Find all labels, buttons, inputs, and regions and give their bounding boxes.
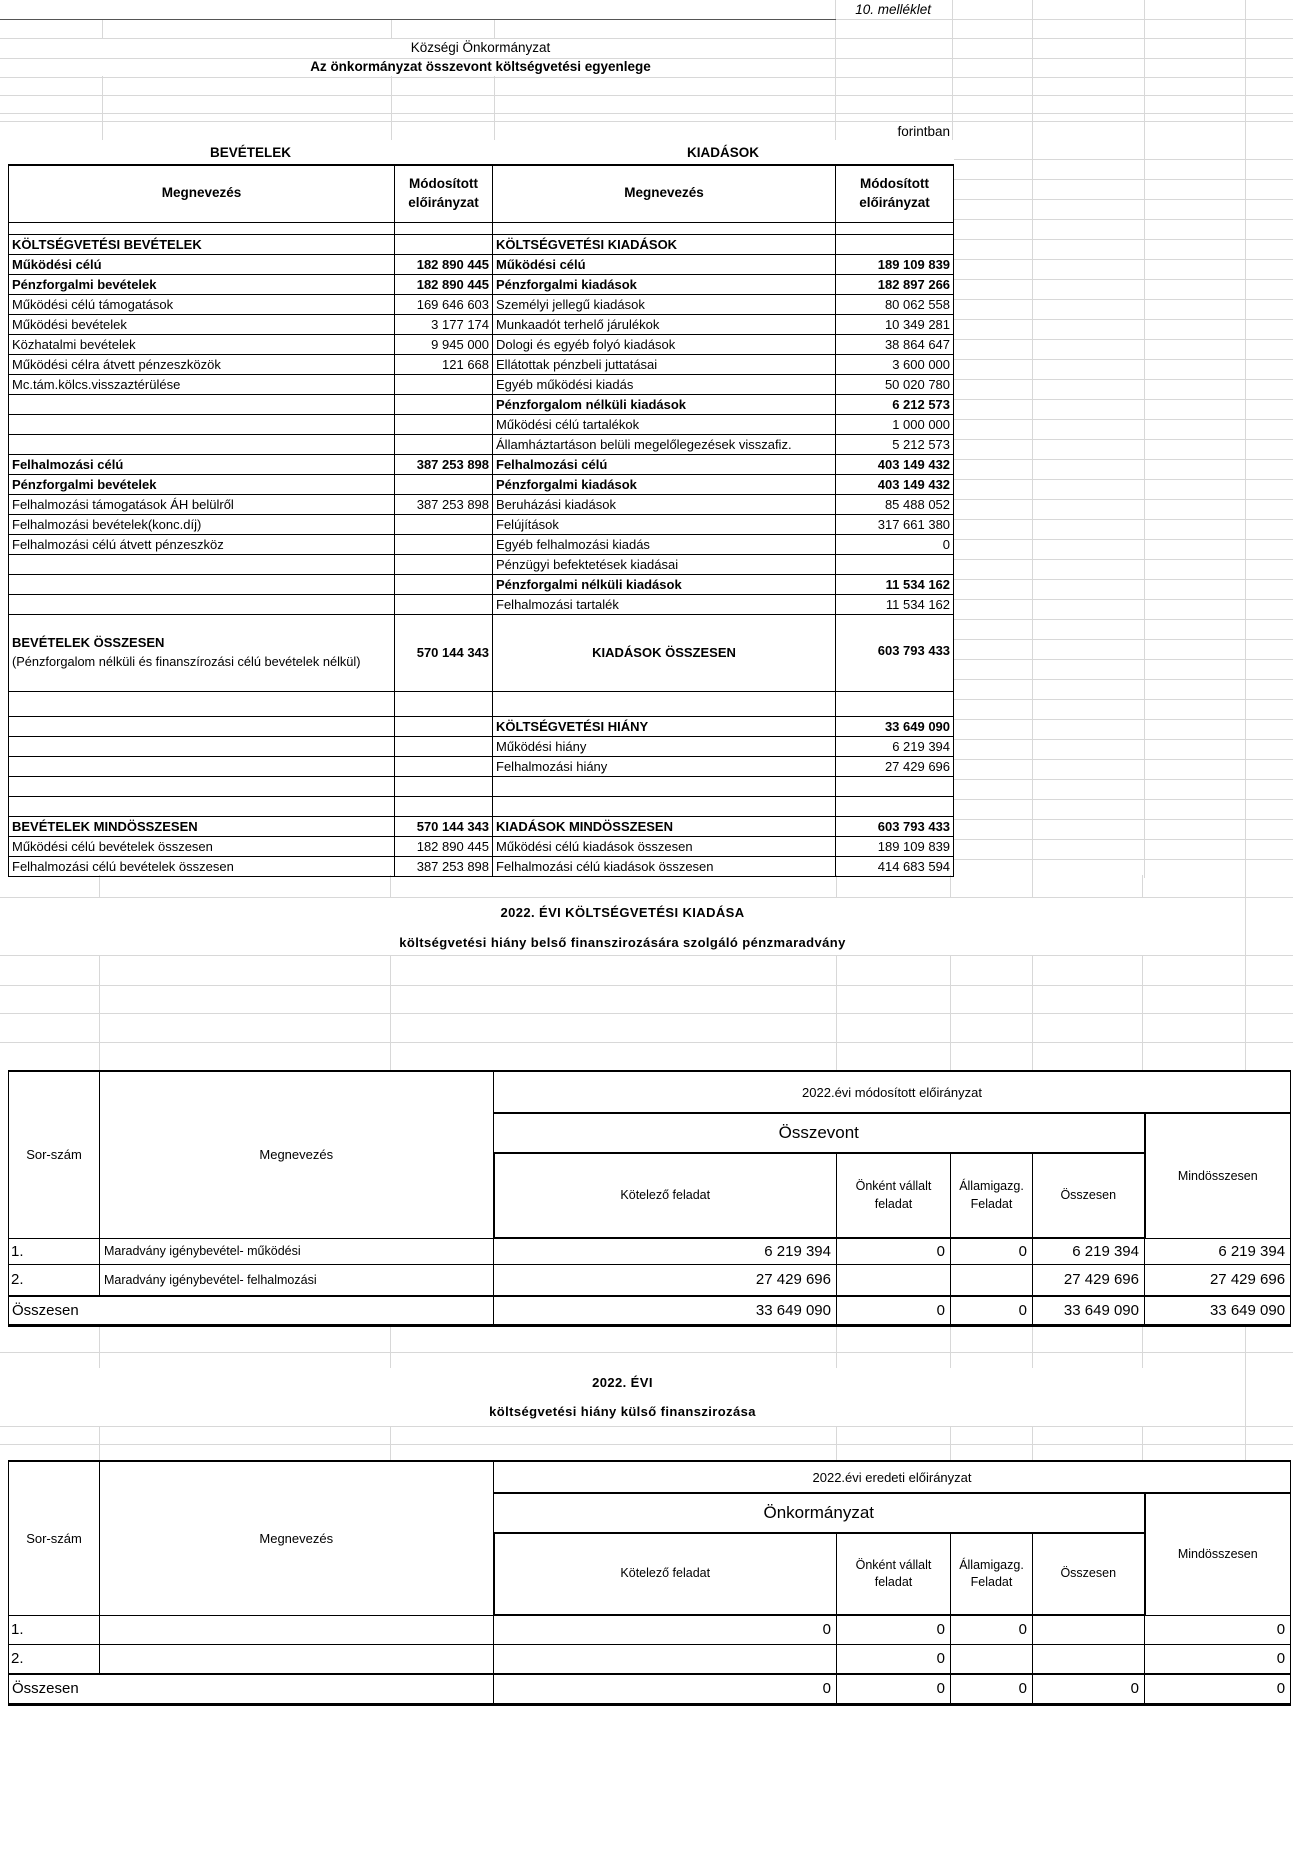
grid-line bbox=[391, 76, 392, 140]
right-item-label: KÖLTSÉGVETÉSI HIÁNY bbox=[493, 716, 836, 736]
left-item-label: Felhalmozási célú bevételek összesen bbox=[9, 856, 395, 876]
voluntary-value: 0 bbox=[837, 1644, 951, 1674]
right-item-label: Működési célú kiadások összesen bbox=[493, 836, 836, 856]
grid-line bbox=[1245, 0, 1246, 140]
left-item-label bbox=[9, 691, 395, 716]
subgroup-header: Önkormányzat bbox=[494, 1493, 1145, 1533]
right-item-value bbox=[836, 234, 954, 254]
left-item-value bbox=[395, 756, 493, 776]
appendix-label: 10. melléklet bbox=[855, 2, 931, 17]
grid-line bbox=[0, 95, 1293, 96]
left-item-value bbox=[395, 574, 493, 594]
left-item-label: Pénzforgalmi bevételek bbox=[9, 274, 395, 294]
col-header-voluntary: Önként vállalt feladat bbox=[837, 1153, 951, 1238]
balance-row bbox=[9, 856, 954, 876]
state-admin-value bbox=[951, 1644, 1033, 1674]
left-item-label bbox=[9, 776, 395, 796]
subtotal-value bbox=[1033, 1644, 1145, 1674]
row-name: Maradvány igénybevétel- felhalmozási bbox=[100, 1264, 494, 1296]
left-item-value bbox=[395, 514, 493, 534]
grid-line bbox=[1032, 875, 1033, 897]
grid-line bbox=[99, 1426, 100, 1460]
financing-total-row bbox=[9, 1296, 1291, 1325]
left-item-label: BEVÉTELEK MINDÖSSZESEN bbox=[9, 816, 395, 836]
balance-row bbox=[9, 816, 954, 836]
grid-line bbox=[1032, 0, 1033, 140]
grid-line bbox=[0, 1013, 1293, 1014]
right-item-label: Felhalmozási hiány bbox=[493, 756, 836, 776]
right-item-label: Pénzügyi befektetések kiadásai bbox=[493, 554, 836, 574]
left-item-value: 182 890 445 bbox=[395, 254, 493, 274]
revenues-total-label bbox=[9, 614, 395, 691]
grid-line bbox=[1142, 1426, 1143, 1460]
grid-line bbox=[836, 1325, 837, 1368]
revenues-total-value: 570 144 343 bbox=[395, 614, 493, 691]
col-header-value-right: Módosított előirányzat bbox=[836, 165, 954, 222]
subtotal-value: 6 219 394 bbox=[1033, 1238, 1145, 1264]
balance-row bbox=[9, 454, 954, 474]
grid-line bbox=[391, 20, 392, 38]
balance-row bbox=[9, 594, 954, 614]
right-item-label: KÖLTSÉGVETÉSI KIADÁSOK bbox=[493, 234, 836, 254]
total-mandatory-value: 0 bbox=[494, 1674, 837, 1704]
currency-unit-label: forintban bbox=[897, 124, 950, 139]
left-item-label bbox=[9, 554, 395, 574]
right-item-value: 414 683 594 bbox=[836, 856, 954, 876]
right-item-value: 3 600 000 bbox=[836, 354, 954, 374]
empty-cell bbox=[9, 222, 395, 234]
grid-line bbox=[0, 1042, 1293, 1043]
expenditures-header: KIADÁSOK bbox=[493, 140, 954, 165]
document-title: Az önkormányzat összevont költségvetési egyenlege bbox=[310, 59, 651, 74]
grid-line bbox=[102, 76, 103, 140]
left-item-value bbox=[395, 776, 493, 796]
empty-cell bbox=[395, 222, 493, 234]
grid-line bbox=[950, 1325, 951, 1368]
total-grandtotal-value: 33 649 090 bbox=[1145, 1296, 1291, 1325]
grand-total-row bbox=[9, 614, 954, 691]
right-item-value: 6 219 394 bbox=[836, 736, 954, 756]
balance-row bbox=[9, 776, 954, 796]
left-item-label: Pénzforgalmi bevételek bbox=[9, 474, 395, 494]
grid-line bbox=[102, 20, 103, 38]
grid-line bbox=[0, 77, 1293, 78]
grid-line bbox=[0, 1444, 1293, 1445]
col-header-name: Megnevezés bbox=[100, 1461, 494, 1615]
expenditures-total-label: KIADÁSOK ÖSSZESEN bbox=[493, 614, 836, 691]
right-item-label: Pénzforgalom nélküli kiadások bbox=[493, 394, 836, 414]
state-admin-value: 0 bbox=[951, 1615, 1033, 1644]
right-item-label: Egyéb felhalmozási kiadás bbox=[493, 534, 836, 554]
grid-line bbox=[1245, 1325, 1246, 1460]
grid-line bbox=[1142, 1325, 1143, 1368]
right-item-value: 189 109 839 bbox=[836, 836, 954, 856]
left-item-value bbox=[395, 394, 493, 414]
col-header-name-right: Megnevezés bbox=[493, 165, 836, 222]
right-item-value bbox=[836, 796, 954, 816]
left-item-label: Mc.tám.kölcs.visszaztérülése bbox=[9, 374, 395, 394]
right-item-label bbox=[493, 776, 836, 796]
left-item-value bbox=[395, 796, 493, 816]
left-item-label bbox=[9, 796, 395, 816]
total-voluntary-value: 0 bbox=[837, 1674, 951, 1704]
group-header: 2022.évi eredeti előirányzat bbox=[494, 1461, 1291, 1493]
left-item-value bbox=[395, 554, 493, 574]
grid-line bbox=[836, 875, 837, 897]
voluntary-value bbox=[837, 1264, 951, 1296]
col-header-name: Megnevezés bbox=[100, 1071, 494, 1238]
grid-line bbox=[950, 875, 951, 897]
right-item-value: 11 534 162 bbox=[836, 594, 954, 614]
mandatory-value: 0 bbox=[494, 1615, 837, 1644]
left-item-value: 387 253 898 bbox=[395, 856, 493, 876]
col-header-mandatory: Kötelező feladat bbox=[494, 1533, 837, 1615]
grid-line bbox=[1032, 1426, 1033, 1460]
col-header-subtotal: Összesen bbox=[1033, 1533, 1145, 1615]
grid-line bbox=[99, 875, 100, 897]
total-voluntary-value: 0 bbox=[837, 1296, 951, 1325]
financing-row bbox=[9, 1238, 1291, 1264]
grid-line bbox=[950, 1426, 951, 1460]
total-label: Összesen bbox=[9, 1296, 494, 1325]
balance-row bbox=[9, 334, 954, 354]
balance-row bbox=[9, 691, 954, 716]
left-item-value: 182 890 445 bbox=[395, 274, 493, 294]
left-item-label: Felhalmozási bevételek(konc.díj) bbox=[9, 514, 395, 534]
left-item-value bbox=[395, 234, 493, 254]
right-item-value: 80 062 558 bbox=[836, 294, 954, 314]
left-item-label: Felhalmozási támogatások ÁH belülről bbox=[9, 494, 395, 514]
left-item-value: 387 253 898 bbox=[395, 454, 493, 474]
right-item-value: 50 020 780 bbox=[836, 374, 954, 394]
right-item-value: 6 212 573 bbox=[836, 394, 954, 414]
financing-total-row bbox=[9, 1674, 1291, 1704]
col-header-voluntary: Önként vállalt feladat bbox=[837, 1533, 951, 1615]
right-item-label: Felhalmozási tartalék bbox=[493, 594, 836, 614]
grid-line bbox=[835, 19, 1293, 20]
grid-line bbox=[494, 76, 495, 140]
col-header-rownum: Sor-szám bbox=[9, 1461, 100, 1615]
left-item-value bbox=[395, 736, 493, 756]
left-item-label: Felhalmozási célú bbox=[9, 454, 395, 474]
left-item-label bbox=[9, 394, 395, 414]
section2-subtitle: költségvetési hiány külső finanszirozása bbox=[489, 1403, 756, 1419]
balance-row bbox=[9, 234, 954, 254]
grid-line bbox=[99, 1325, 100, 1368]
balance-row bbox=[9, 394, 954, 414]
subtotal-value bbox=[1033, 1615, 1145, 1644]
balance-row bbox=[9, 574, 954, 594]
right-item-value: 33 649 090 bbox=[836, 716, 954, 736]
total-mandatory-value: 33 649 090 bbox=[494, 1296, 837, 1325]
balance-row bbox=[9, 434, 954, 454]
right-item-value: 403 149 432 bbox=[836, 454, 954, 474]
left-item-value: 182 890 445 bbox=[395, 836, 493, 856]
col-header-grandtotal: Mindösszesen bbox=[1145, 1493, 1291, 1615]
left-item-label bbox=[9, 414, 395, 434]
right-item-label: Munkaadót terhelő járulékok bbox=[493, 314, 836, 334]
col-header-value-left: Módosított előirányzat bbox=[395, 165, 493, 222]
right-item-label: Egyéb működési kiadás bbox=[493, 374, 836, 394]
grid-line bbox=[494, 20, 495, 38]
right-item-label: Felhalmozási célú kiadások összesen bbox=[493, 856, 836, 876]
right-item-value bbox=[836, 554, 954, 574]
balance-row bbox=[9, 354, 954, 374]
revenues-total-title: BEVÉTELEK ÖSSZESEN bbox=[12, 634, 165, 650]
right-item-label: Működési célú bbox=[493, 254, 836, 274]
empty-cell bbox=[836, 222, 954, 234]
grid-line bbox=[1245, 875, 1246, 1070]
balance-row bbox=[9, 716, 954, 736]
section1-title: 2022. ÉVI KÖLTSÉGVETÉSI KIADÁSA bbox=[500, 904, 745, 920]
financing-row bbox=[9, 1644, 1291, 1674]
mandatory-value bbox=[494, 1644, 837, 1674]
left-item-value: 387 253 898 bbox=[395, 494, 493, 514]
right-item-label: Ellátottak pénzbeli juttatásai bbox=[493, 354, 836, 374]
right-item-value: 27 429 696 bbox=[836, 756, 954, 776]
empty-cell bbox=[493, 222, 836, 234]
financing-row bbox=[9, 1264, 1291, 1296]
col-header-state-admin: Államigazg. Feladat bbox=[951, 1153, 1033, 1238]
col-header-mandatory: Kötelező feladat bbox=[494, 1153, 837, 1238]
right-item-value: 1 000 000 bbox=[836, 414, 954, 434]
right-item-label: Államháztartáson belüli megelőlegezések visszafiz. bbox=[493, 434, 836, 454]
row-name bbox=[100, 1615, 494, 1644]
right-item-label bbox=[493, 691, 836, 716]
grid-line bbox=[0, 113, 1293, 114]
mandatory-value: 27 429 696 bbox=[494, 1264, 837, 1296]
grid-line bbox=[0, 1426, 1293, 1427]
left-item-label bbox=[9, 756, 395, 776]
balance-row bbox=[9, 374, 954, 394]
subtotal-value: 27 429 696 bbox=[1033, 1264, 1145, 1296]
col-header-grandtotal: Mindösszesen bbox=[1145, 1113, 1291, 1238]
grid-line bbox=[0, 1352, 1293, 1353]
left-item-label: Működési célú bbox=[9, 254, 395, 274]
balance-row bbox=[9, 414, 954, 434]
col-header-name-left: Megnevezés bbox=[9, 165, 395, 222]
right-item-value: 0 bbox=[836, 534, 954, 554]
right-item-label: Működési hiány bbox=[493, 736, 836, 756]
internal-financing-table bbox=[8, 1070, 1291, 1327]
row-number: 1. bbox=[9, 1238, 100, 1264]
right-item-value: 11 534 162 bbox=[836, 574, 954, 594]
col-header-rownum: Sor-szám bbox=[9, 1071, 100, 1238]
left-item-value bbox=[395, 691, 493, 716]
right-item-value: 38 864 647 bbox=[836, 334, 954, 354]
financing-row bbox=[9, 1615, 1291, 1644]
grid-line bbox=[390, 1426, 391, 1460]
grid-line bbox=[836, 1426, 837, 1460]
left-item-value bbox=[395, 594, 493, 614]
expenditures-total-value: 603 793 433 bbox=[836, 614, 954, 691]
right-item-value: 10 349 281 bbox=[836, 314, 954, 334]
left-item-label bbox=[9, 574, 395, 594]
grid-line bbox=[390, 1325, 391, 1368]
right-item-value: 317 661 380 bbox=[836, 514, 954, 534]
right-item-label: Dologi és egyéb folyó kiadások bbox=[493, 334, 836, 354]
group-header: 2022.évi módosított előirányzat bbox=[494, 1071, 1291, 1113]
right-item-value: 182 897 266 bbox=[836, 274, 954, 294]
left-item-value: 570 144 343 bbox=[395, 816, 493, 836]
spacer-row bbox=[9, 222, 954, 234]
right-item-label: Pénzforgalmi nélküli kiadások bbox=[493, 574, 836, 594]
right-item-value: 189 109 839 bbox=[836, 254, 954, 274]
right-item-label: Pénzforgalmi kiadások bbox=[493, 474, 836, 494]
right-item-value: 403 149 432 bbox=[836, 474, 954, 494]
left-item-label: Működési célra átvett pénzeszközök bbox=[9, 354, 395, 374]
balance-row bbox=[9, 474, 954, 494]
balance-row bbox=[9, 494, 954, 514]
external-financing-table bbox=[8, 1460, 1291, 1706]
revenues-header: BEVÉTELEK bbox=[9, 140, 493, 165]
balance-row bbox=[9, 796, 954, 816]
left-item-value: 3 177 174 bbox=[395, 314, 493, 334]
grid-line bbox=[0, 985, 1293, 986]
balance-row bbox=[9, 294, 954, 314]
grandtotal-value: 0 bbox=[1145, 1615, 1291, 1644]
col-header-state-admin: Államigazg. Feladat bbox=[951, 1533, 1033, 1615]
left-item-value: 121 668 bbox=[395, 354, 493, 374]
total-state-admin-value: 0 bbox=[951, 1296, 1033, 1325]
balance-row bbox=[9, 836, 954, 856]
section2-title: 2022. ÉVI bbox=[592, 1374, 653, 1390]
balance-row bbox=[9, 514, 954, 534]
mandatory-value: 6 219 394 bbox=[494, 1238, 837, 1264]
right-item-label bbox=[493, 796, 836, 816]
voluntary-value: 0 bbox=[837, 1615, 951, 1644]
total-grandtotal-value: 0 bbox=[1145, 1674, 1291, 1704]
row-number: 2. bbox=[9, 1264, 100, 1296]
row-name: Maradvány igénybevétel- működési bbox=[100, 1238, 494, 1264]
left-item-value: 169 646 603 bbox=[395, 294, 493, 314]
organization-name: Községi Önkormányzat bbox=[410, 40, 551, 55]
row-number: 2. bbox=[9, 1644, 100, 1674]
left-item-value bbox=[395, 534, 493, 554]
balance-row bbox=[9, 534, 954, 554]
right-item-value: 85 488 052 bbox=[836, 494, 954, 514]
section1-subtitle: költségvetési hiány belső finanszirozására szolgáló pénzmaradvány bbox=[399, 934, 846, 950]
left-item-label bbox=[9, 736, 395, 756]
row-name bbox=[100, 1644, 494, 1674]
left-item-value bbox=[395, 716, 493, 736]
grid-line bbox=[1144, 0, 1145, 140]
revenues-total-note: (Pénzforgalom nélküli és finanszírozási célú bevételek nélkül) bbox=[12, 653, 361, 669]
state-admin-value: 0 bbox=[951, 1238, 1033, 1264]
total-subtotal-value: 0 bbox=[1033, 1674, 1145, 1704]
left-item-label: Működési célú bevételek összesen bbox=[9, 836, 395, 856]
left-item-label bbox=[9, 434, 395, 454]
voluntary-value: 0 bbox=[837, 1238, 951, 1264]
grid-line bbox=[1032, 1325, 1033, 1368]
right-item-value bbox=[836, 776, 954, 796]
left-item-label: KÖLTSÉGVETÉSI BEVÉTELEK bbox=[9, 234, 395, 254]
left-item-label: Működési bevételek bbox=[9, 314, 395, 334]
right-item-label: Beruházási kiadások bbox=[493, 494, 836, 514]
grandtotal-value: 27 429 696 bbox=[1145, 1264, 1291, 1296]
total-state-admin-value: 0 bbox=[951, 1674, 1033, 1704]
grid-stripes-region bbox=[953, 140, 1293, 878]
right-item-value: 603 793 433 bbox=[836, 816, 954, 836]
state-admin-value bbox=[951, 1264, 1033, 1296]
balance-row bbox=[9, 254, 954, 274]
left-item-label bbox=[9, 716, 395, 736]
left-item-value bbox=[395, 414, 493, 434]
left-item-value bbox=[395, 374, 493, 394]
grandtotal-value: 0 bbox=[1145, 1644, 1291, 1674]
left-item-value bbox=[395, 434, 493, 454]
grid-line bbox=[0, 121, 1293, 122]
balance-row bbox=[9, 274, 954, 294]
right-item-label: Felújítások bbox=[493, 514, 836, 534]
balance-row bbox=[9, 554, 954, 574]
balance-row bbox=[9, 756, 954, 776]
grid-line bbox=[1142, 875, 1143, 897]
balance-row bbox=[9, 736, 954, 756]
left-item-value bbox=[395, 474, 493, 494]
subgroup-header: Összevont bbox=[494, 1113, 1145, 1153]
total-subtotal-value: 33 649 090 bbox=[1033, 1296, 1145, 1325]
right-item-label: Működési célú tartalékok bbox=[493, 414, 836, 434]
left-item-label: Közhatalmi bevételek bbox=[9, 334, 395, 354]
col-header-subtotal: Összesen bbox=[1033, 1153, 1145, 1238]
balance-row bbox=[9, 314, 954, 334]
left-item-value: 9 945 000 bbox=[395, 334, 493, 354]
budget-balance-table bbox=[8, 140, 954, 877]
right-item-label: KIADÁSOK MINDÖSSZESEN bbox=[493, 816, 836, 836]
total-label: Összesen bbox=[9, 1674, 494, 1704]
left-item-label: Működési célú támogatások bbox=[9, 294, 395, 314]
row-number: 1. bbox=[9, 1615, 100, 1644]
right-item-value bbox=[836, 691, 954, 716]
right-item-label: Felhalmozási célú bbox=[493, 454, 836, 474]
left-item-label bbox=[9, 594, 395, 614]
grid-line bbox=[390, 875, 391, 897]
right-item-value: 5 212 573 bbox=[836, 434, 954, 454]
left-item-label: Felhalmozási célú átvett pénzeszköz bbox=[9, 534, 395, 554]
grandtotal-value: 6 219 394 bbox=[1145, 1238, 1291, 1264]
right-item-label: Pénzforgalmi kiadások bbox=[493, 274, 836, 294]
top-border-line bbox=[0, 19, 836, 20]
right-item-label: Személyi jellegű kiadások bbox=[493, 294, 836, 314]
